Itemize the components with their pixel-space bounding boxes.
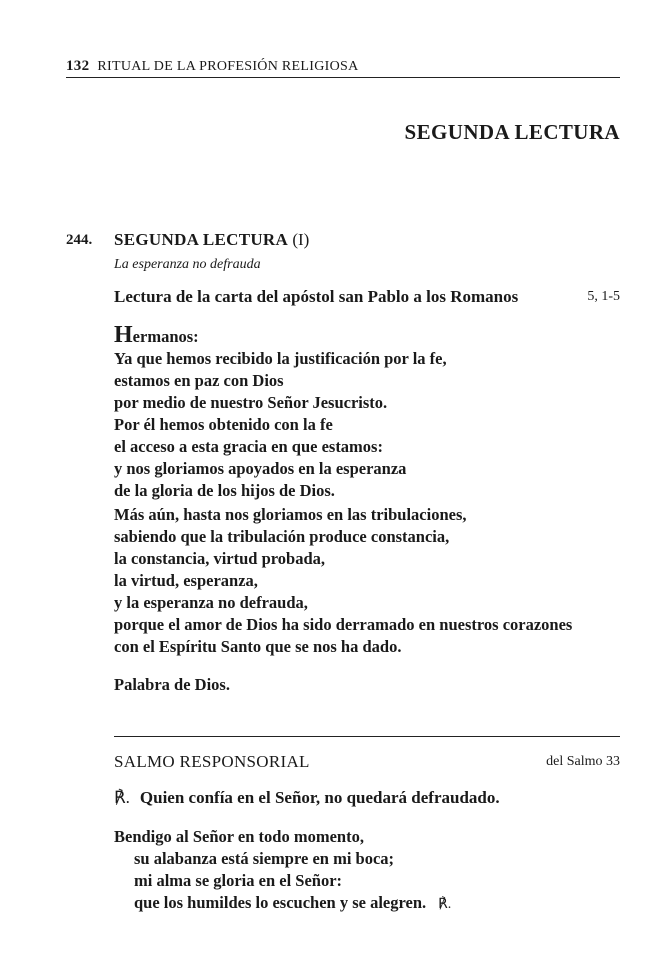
stanza-end-symbol: ℟. <box>438 897 452 912</box>
response-symbol: ℟. <box>114 788 130 807</box>
header-rule <box>66 77 620 78</box>
psalm-stanza <box>114 826 451 916</box>
salutation-rest: ermanos: <box>132 327 199 346</box>
psalm-line: su alabanza está siempre en mi boca; <box>134 849 395 868</box>
running-title: RITUAL DE LA PROFESIÓN RELIGIOSA <box>97 59 359 74</box>
reading-stanza-1 <box>114 324 447 502</box>
verse-line: por medio de nuestro Señor Jesucristo. <box>114 393 388 412</box>
reading-stanza-2 <box>114 504 572 658</box>
reading-title-suffix: (I) <box>292 230 310 249</box>
reading-reference: 5, 1-5 <box>587 289 620 304</box>
verse-line: la constancia, virtud probada, <box>114 549 326 568</box>
verse-line: Más aún, hasta nos gloriamos en las tribulaciones, <box>114 505 467 524</box>
salutation-initial: H <box>114 322 133 348</box>
psalm-response <box>114 788 500 808</box>
psalm-reference: del Salmo 33 <box>546 754 620 769</box>
verse-line: el acceso a esta gracia en que estamos: <box>114 437 383 456</box>
reading-title-text: SEGUNDA LECTURA <box>114 230 289 249</box>
verse-line: de la gloria de los hijos de Dios. <box>114 481 335 500</box>
verse-line: Ya que hemos recibido la justificación por la fe, <box>114 349 447 368</box>
verse-line: Por él hemos obtenido con la fe <box>114 415 333 434</box>
response-text: Quien confía en el Señor, no quedará defraudado. <box>139 788 500 807</box>
psalm-title: SALMO RESPONSORIAL <box>114 752 310 771</box>
verse-line: y nos gloriamos apoyados en la esperanza <box>114 459 407 478</box>
running-header <box>66 58 359 75</box>
reading-title <box>114 230 309 250</box>
verse-line: porque el amor de Dios ha sido derramado en nuestros corazones <box>114 615 573 634</box>
reading-number: 244. <box>66 232 93 248</box>
reading-intro: Lectura de la carta del apóstol san Pablo a los Romanos <box>114 287 519 306</box>
psalm-rule <box>114 736 620 737</box>
psalm-line-last <box>114 892 451 916</box>
page-number: 132 <box>66 58 90 74</box>
reading-closing: Palabra de Dios. <box>114 675 230 694</box>
reading-subtitle: La esperanza no defrauda <box>114 257 261 272</box>
psalm-line: que los humildes lo escuchen y se alegren. <box>134 893 427 912</box>
verse-line: con el Espíritu Santo que se nos ha dado. <box>114 637 402 656</box>
psalm-line: Bendigo al Señor en todo momento, <box>114 827 364 846</box>
verse-line: sabiendo que la tribulación produce constancia, <box>114 527 450 546</box>
salutation <box>114 324 447 348</box>
psalm-line: mi alma se gloria en el Señor: <box>134 871 343 890</box>
verse-line: y la esperanza no defrauda, <box>114 593 308 612</box>
section-title: SEGUNDA LECTURA <box>404 120 620 144</box>
verse-line: la virtud, esperanza, <box>114 571 258 590</box>
verse-line: estamos en paz con Dios <box>114 371 284 390</box>
